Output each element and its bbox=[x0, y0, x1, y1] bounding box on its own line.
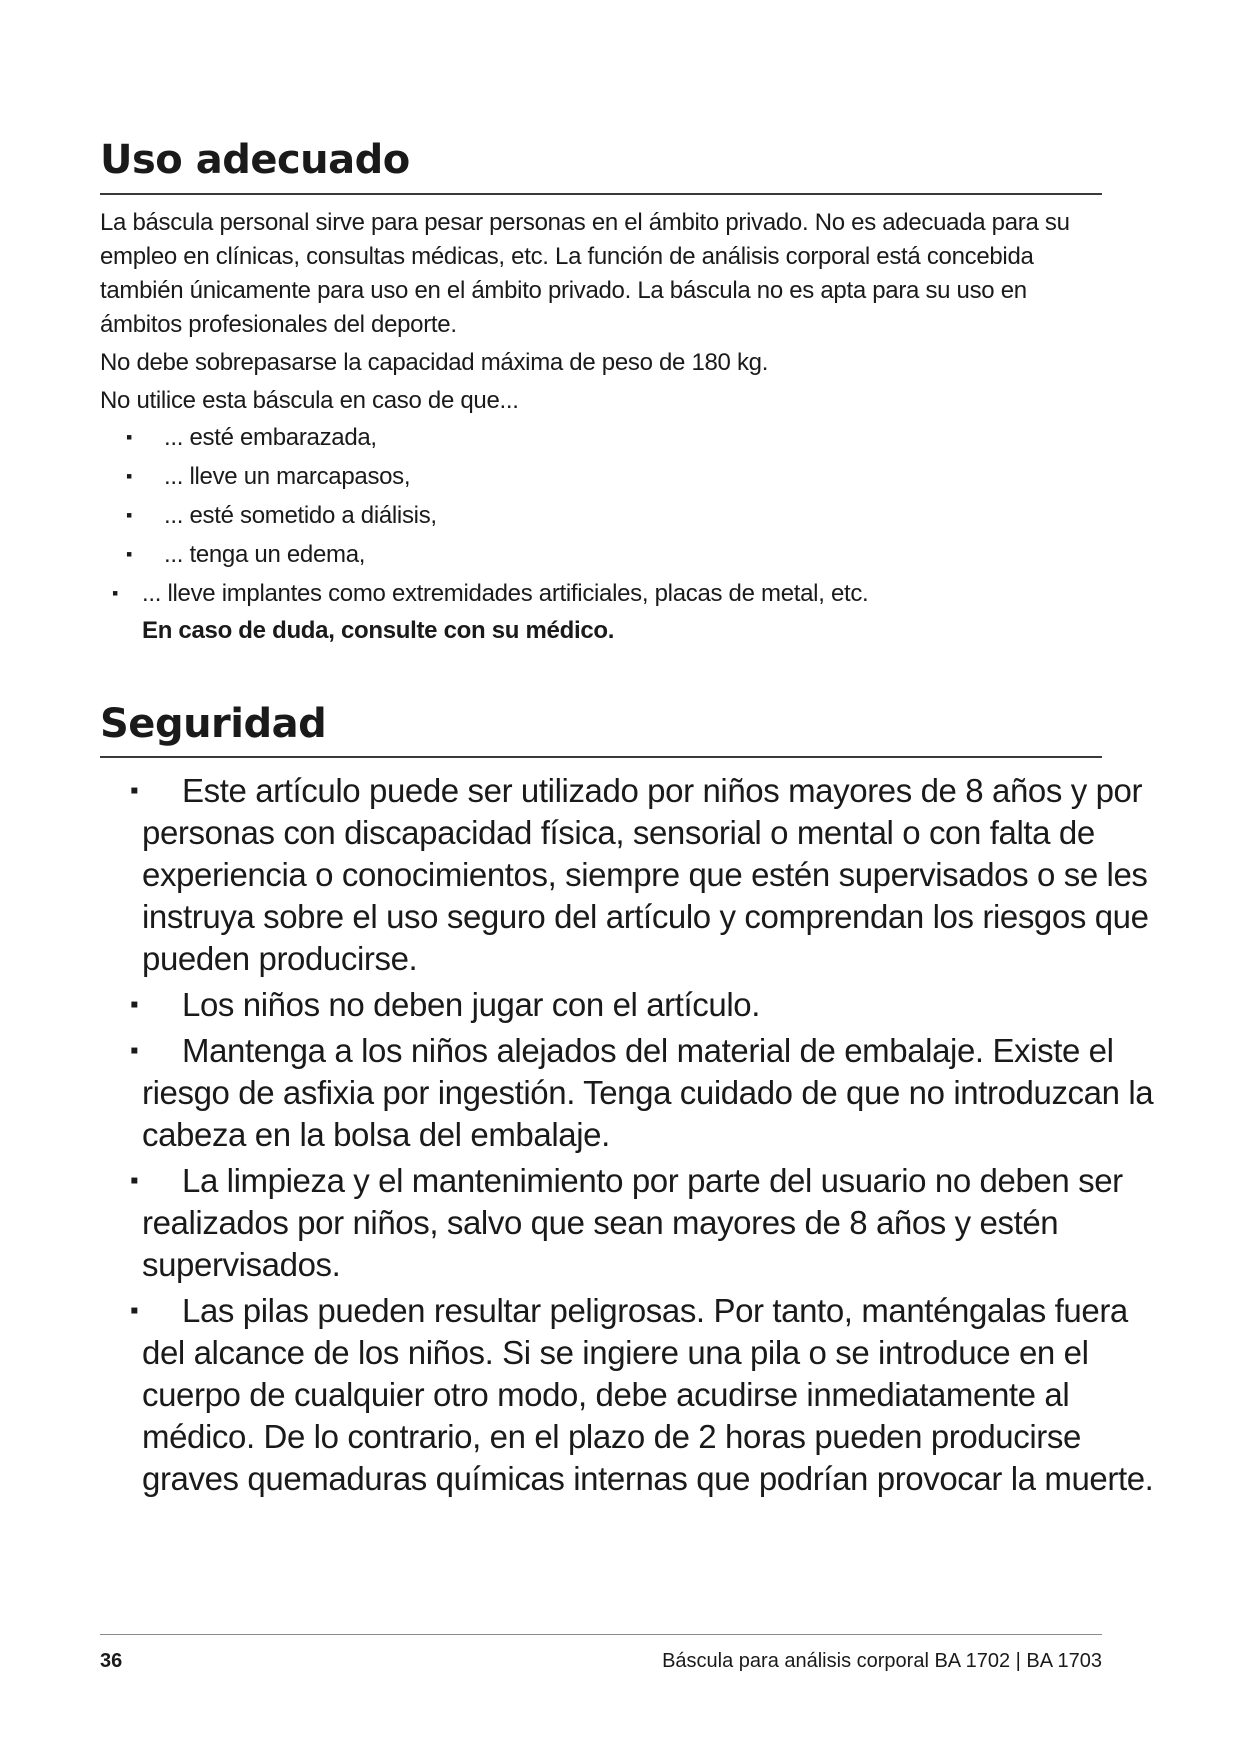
list-item: ▪ ... esté sometido a diálisis, bbox=[100, 496, 1100, 535]
uso-adecuado-body bbox=[100, 206, 1100, 649]
footer-divider bbox=[100, 1634, 1102, 1635]
uso-paragraph-1: La báscula personal sirve para pesar personas en el ámbito privado. No es adecuada para su empleo en clínicas, consultas médicas, etc. La función de análisis corporal está concebida también únicamente para uso en el ámbito privado. La báscula no es apta para su uso en ámbitos profesionales del deporte. bbox=[100, 209, 1070, 338]
bullet-icon: ▪ bbox=[112, 583, 119, 603]
bullet-icon: ▪ bbox=[126, 544, 133, 564]
safety-item: ▪ Mantenga a los niños alejados del material de embalaje. Existe el riesgo de asfixia por ingestión. Tenga cuidado de que no introduzcan la cabeza en la bolsa del embalaje. bbox=[130, 1032, 1154, 1153]
footer-product-title: Báscula para análisis corporal BA 1702 | BA 1703 bbox=[662, 1650, 1102, 1672]
bullet-icon: ▪ bbox=[130, 1167, 139, 1194]
section-divider bbox=[100, 756, 1102, 758]
safety-item: ▪ Este artículo puede ser utilizado por niños mayores de 8 años y por personas con discapacidad física, sensorial o mental o con falta de experiencia o conocimientos, siempre que estén supervisados o se les instruya sobre el uso seguro del artículo y comprendan los riesgos que pueden producirse. bbox=[130, 772, 1149, 977]
list-item: ▪ ... esté embarazada, bbox=[100, 418, 1100, 457]
list-item: ▪ ... tenga un edema, bbox=[100, 535, 1100, 574]
list-item: ▪ ... lleve implantes como extremidades artificiales, placas de metal, etc. bbox=[100, 574, 1100, 613]
page-number: 36 bbox=[100, 1650, 123, 1672]
seguridad-list bbox=[100, 770, 1160, 1504]
safety-item: ▪ Los niños no deben jugar con el artículo. bbox=[100, 984, 1160, 1026]
safety-item: ▪ Las pilas pueden resultar peligrosas. Por tanto, manténgalas fuera del alcance de los niños. Si se ingiere una pila o se introduce en el cuerpo de cualquier otro modo, debe acudirse inmediatamente al médico. De lo contrario, en el plazo de 2 horas pueden producirse graves quemaduras químicas internas que podrían provocar la muerte. bbox=[130, 1292, 1154, 1497]
bullet-icon: ▪ bbox=[130, 777, 139, 804]
bullet-icon: ▪ bbox=[130, 991, 139, 1018]
bullet-icon: ▪ bbox=[130, 1297, 139, 1324]
contraindication-list bbox=[100, 418, 1100, 613]
uso-paragraph-2: No debe sobrepasarse la capacidad máxima de peso de 180 kg. bbox=[100, 349, 769, 376]
section-title-uso-adecuado: Uso adecuado bbox=[100, 137, 410, 183]
section-divider bbox=[100, 193, 1102, 195]
uso-paragraph-3: No utilice esta báscula en caso de que... bbox=[100, 387, 519, 414]
bullet-icon: ▪ bbox=[130, 1037, 139, 1064]
bullet-icon: ▪ bbox=[126, 505, 133, 525]
list-item: ▪ ... lleve un marcapasos, bbox=[100, 457, 1100, 496]
doctor-advice-note: En caso de duda, consulte con su médico. bbox=[142, 617, 615, 644]
bullet-icon: ▪ bbox=[126, 466, 133, 486]
bullet-icon: ▪ bbox=[126, 427, 133, 447]
safety-item: ▪ La limpieza y el mantenimiento por parte del usuario no deben ser realizados por niños, salvo que sean mayores de 8 años y estén supervisados. bbox=[130, 1162, 1123, 1283]
section-title-seguridad: Seguridad bbox=[100, 701, 327, 747]
